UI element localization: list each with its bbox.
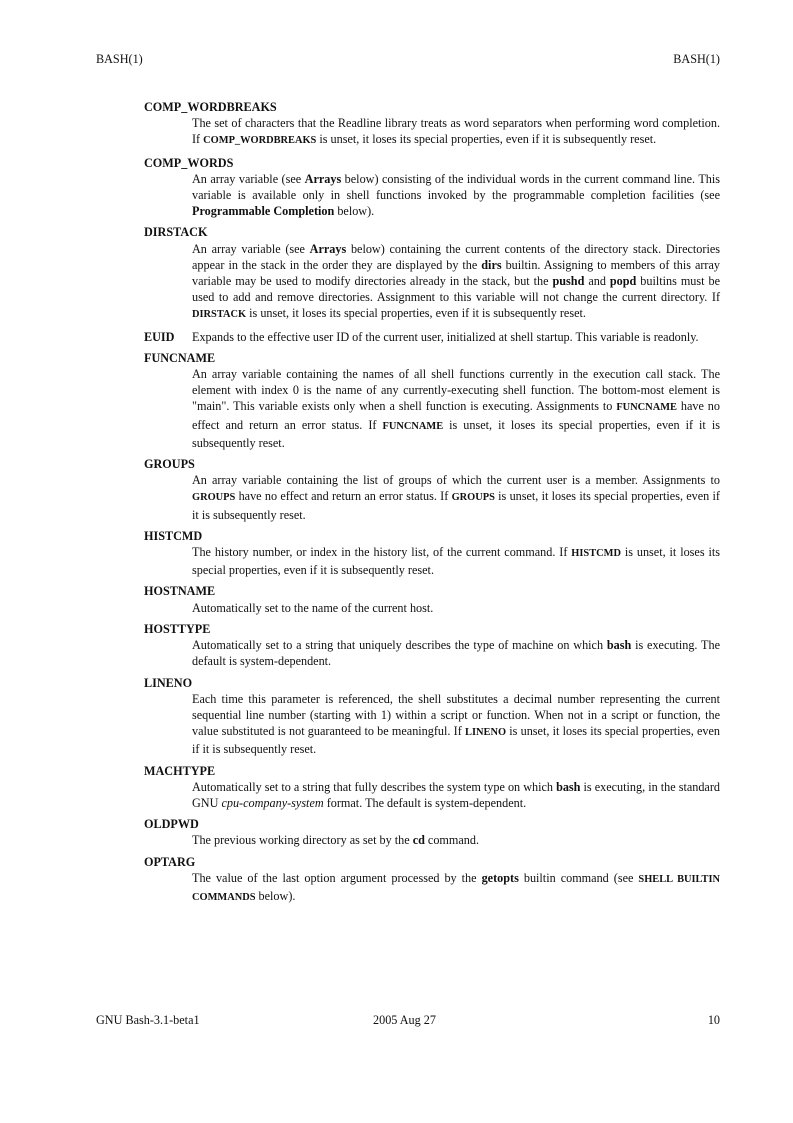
text-segment: The previous working directory as set by the [192, 833, 413, 848]
variable-description [192, 171, 720, 220]
variable-description [192, 779, 720, 811]
bold-term: getopts [481, 870, 519, 885]
bold-term: bash [606, 638, 632, 653]
text-segment: The value of the last option argument processed by the [192, 870, 482, 885]
small-caps-term: HISTCMD [571, 548, 621, 560]
text-segment: Automatically set to a string that uniquely describes the type of machine on which [192, 638, 607, 653]
variable-entry [144, 350, 720, 451]
text-segment: The history number, or index in the history list, of the current command. If [192, 545, 572, 560]
small-caps-term: FUNCNAME [382, 420, 444, 432]
variable-name: OLDPWD [144, 817, 199, 832]
variable-description [192, 637, 720, 669]
footer-date: 2005 Aug 27 [373, 1013, 436, 1027]
text-segment: Automatically set to the name of the current host. [192, 600, 434, 615]
variable-description [192, 472, 720, 523]
variable-name: GROUPS [144, 457, 195, 472]
variable-description [192, 600, 720, 616]
page-footer [96, 1012, 720, 1029]
text-segment: is unset, it loses its special properties, even if it is subsequently reset. [192, 724, 720, 757]
text-segment: is unset, it loses its special properties, even if it is subsequently reset. [192, 489, 720, 522]
text-segment: is executing. The default is system-dependent. [192, 638, 721, 669]
small-caps-term: LINENO [465, 727, 507, 739]
variable-entry [144, 854, 720, 907]
text-segment: An array variable (see [192, 241, 310, 256]
small-caps-term: GROUPS [192, 492, 236, 504]
text-segment: An array variable containing the names of all shell functions currently in the execution call stack. The element with index 0 is the name of any currently-executing shell function. The bottom-most element is "main". This variable exists only when a shell function is executing. Assignments to [192, 367, 720, 414]
bold-term: Programmable Completion [192, 204, 335, 219]
text-segment: Automatically set to a string that fully describes the system type on which [192, 779, 557, 794]
text-segment: builtins must be used to add and remove directories. Assignment to this variable will not change the current directory. If [192, 274, 720, 305]
header-right: BASH(1) [673, 52, 720, 66]
variable-entry [144, 583, 720, 615]
variable-description [192, 115, 720, 149]
variable-description [192, 544, 720, 578]
text-segment: format. The default is system-dependent. [323, 795, 527, 810]
text-segment: below). [255, 888, 296, 903]
variable-entry [144, 675, 720, 758]
text-segment: have no effect and return an error status. If [235, 489, 452, 504]
variable-name: HISTCMD [144, 528, 203, 543]
variable-description [192, 691, 720, 758]
text-segment: Each time this parameter is referenced, the shell substitutes a decimal number representing the current sequential line number (starting with 1) within a script or function. When not in a script or function, the value substituted is not guaranteed to be meaningful. If [192, 691, 720, 739]
text-segment: is unset, it loses its special properties, even if it is subsequently reset. [246, 306, 586, 321]
variable-name: COMP_WORDBREAKS [144, 100, 277, 114]
bold-term: bash [556, 779, 581, 794]
small-caps-term: DIRSTACK [192, 309, 247, 321]
variable-name: MACHTYPE [144, 763, 216, 778]
text-segment: builtin. Assigning to members of this array variable may be used to modify directories already in the stack, but the [192, 257, 720, 289]
variable-description [192, 832, 720, 848]
variable-name: EUID [144, 329, 175, 344]
variable-description [192, 870, 720, 906]
variable-name: HOSTTYPE [144, 621, 211, 636]
small-caps-term: SHELL BUILTIN COMMANDS [192, 873, 721, 903]
text-segment: and [584, 274, 610, 289]
variable-entry [144, 528, 720, 579]
variable-entry [144, 224, 720, 323]
variable-name: OPTARG [144, 854, 196, 869]
text-segment: builtin command (see [518, 870, 639, 885]
text-segment: is unset, it loses its special properties, even if it is subsequently reset. [192, 545, 720, 578]
variable-description [192, 329, 720, 345]
bold-term: dirs [481, 257, 502, 272]
bold-term: Arrays [309, 241, 347, 256]
text-segment: Expands to the effective user ID of the current user, initialized at shell startup. This variable is readonly. [192, 329, 699, 344]
variable-list [144, 99, 720, 911]
variable-name: HOSTNAME [144, 584, 216, 599]
bold-term: cd [412, 833, 425, 848]
page-number: 10 [707, 1013, 720, 1027]
text-segment: is unset, it loses its special properties, even if it is subsequently reset. [192, 417, 720, 450]
variable-entry [144, 155, 720, 220]
variable-entry [144, 816, 720, 848]
text-segment: is executing, in the standard GNU [192, 779, 720, 810]
page-header [96, 51, 720, 68]
small-caps-term: GROUPS [451, 492, 495, 504]
text-segment: An array variable (see [192, 171, 305, 186]
text-segment: below) consisting of the individual words in the current command line. This variable is available only in shell functions invoked by the programmable completion facilities (see [192, 171, 721, 203]
text-segment: have no effect and return an error status. If [192, 399, 720, 432]
text-segment: below) containing the current contents of the directory stack. Directories appear in the stack in the order they are displayed by the [192, 241, 720, 272]
bold-term: popd [609, 274, 637, 289]
variable-entry [144, 329, 720, 345]
variable-name: COMP_WORDS [144, 155, 234, 170]
text-segment: An array variable containing the list of groups of which the current user is a member. Assignments to [192, 473, 720, 488]
variable-entry [144, 99, 720, 150]
variable-entry [144, 763, 720, 812]
variable-entry [144, 621, 720, 670]
footer-left: GNU Bash-3.1-beta1 [96, 1013, 200, 1027]
text-segment: The set of characters that the Readline library treats as word separators when performing word completion. If [192, 116, 720, 147]
small-caps-term: COMP_WORDBREAKS [203, 135, 317, 147]
variable-name: LINENO [144, 675, 193, 690]
text-segment: command. [424, 833, 480, 848]
italic-term: cpu-company-system [221, 795, 324, 810]
small-caps-term: FUNCNAME [616, 402, 677, 414]
variable-name: DIRSTACK [144, 225, 208, 240]
variable-description [192, 241, 720, 324]
text-segment: is unset, it loses its special properties, even if it is subsequently reset. [316, 132, 657, 147]
variable-name: FUNCNAME [144, 350, 216, 365]
variable-description [192, 366, 720, 451]
variable-entry [144, 456, 720, 523]
bold-term: pushd [552, 274, 585, 289]
text-segment: below). [334, 204, 375, 219]
bold-term: Arrays [304, 171, 342, 186]
header-left: BASH(1) [96, 52, 143, 66]
